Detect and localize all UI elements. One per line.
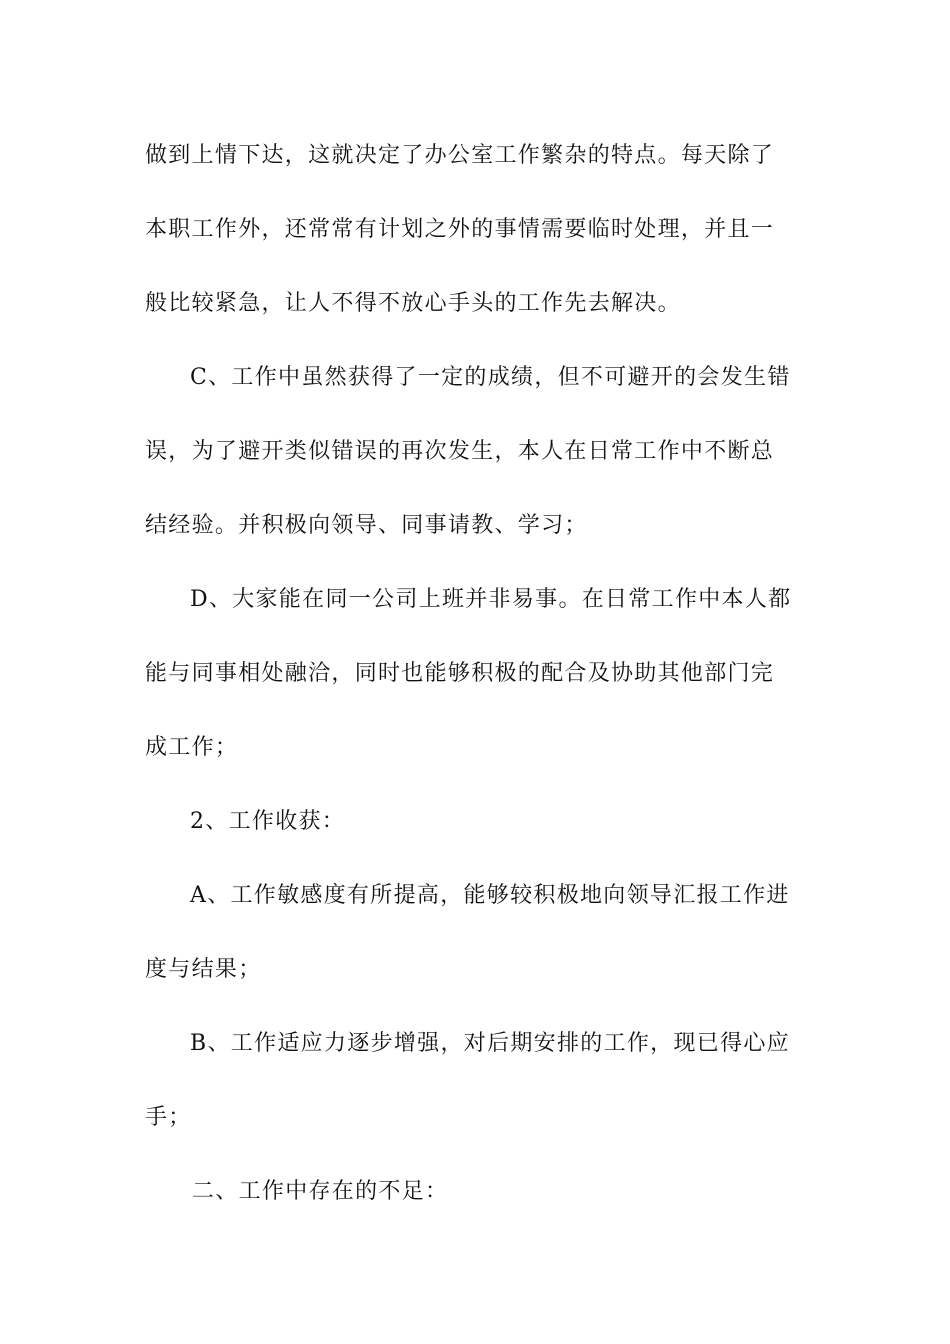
text-line: 度与结果； <box>145 957 262 982</box>
text-line: 本职工作外，还常常有计划之外的事情需要临时处理，并且一 <box>145 217 775 242</box>
text-line: 做到上情下达，这就决定了办公室工作繁杂的特点。每天除了 <box>145 143 775 168</box>
paragraph-d-line: D、大家能在同一公司上班并非易事。在日常工作中本人都 <box>190 587 792 612</box>
section-heading-shortcomings: 二、工作中存在的不足： <box>192 1179 449 1204</box>
paragraph-a-line: A、工作敏感度有所提高，能够较积极地向领导汇报工作进 <box>190 883 790 908</box>
text-line: 误，为了避开类似错误的再次发生，本人在日常工作中不断总 <box>145 439 775 464</box>
paragraph-c-line: C、工作中虽然获得了一定的成绩，但不可避开的会发生错 <box>190 365 791 390</box>
section-heading-work-gains: 2、工作收获： <box>190 809 346 834</box>
text-line: 能与同事相处融洽，同时也能够积极的配合及协助其他部门完 <box>145 661 775 686</box>
text-line: 结经验。并积极向领导、同事请教、学习； <box>145 513 588 538</box>
text-line: 手； <box>145 1105 192 1130</box>
text-line: 般比较紧急，让人不得不放心手头的工作先去解决。 <box>145 291 681 316</box>
text-line: 成工作； <box>145 735 239 760</box>
paragraph-b-line: B、工作适应力逐步增强，对后期安排的工作，现已得心应 <box>190 1031 790 1056</box>
